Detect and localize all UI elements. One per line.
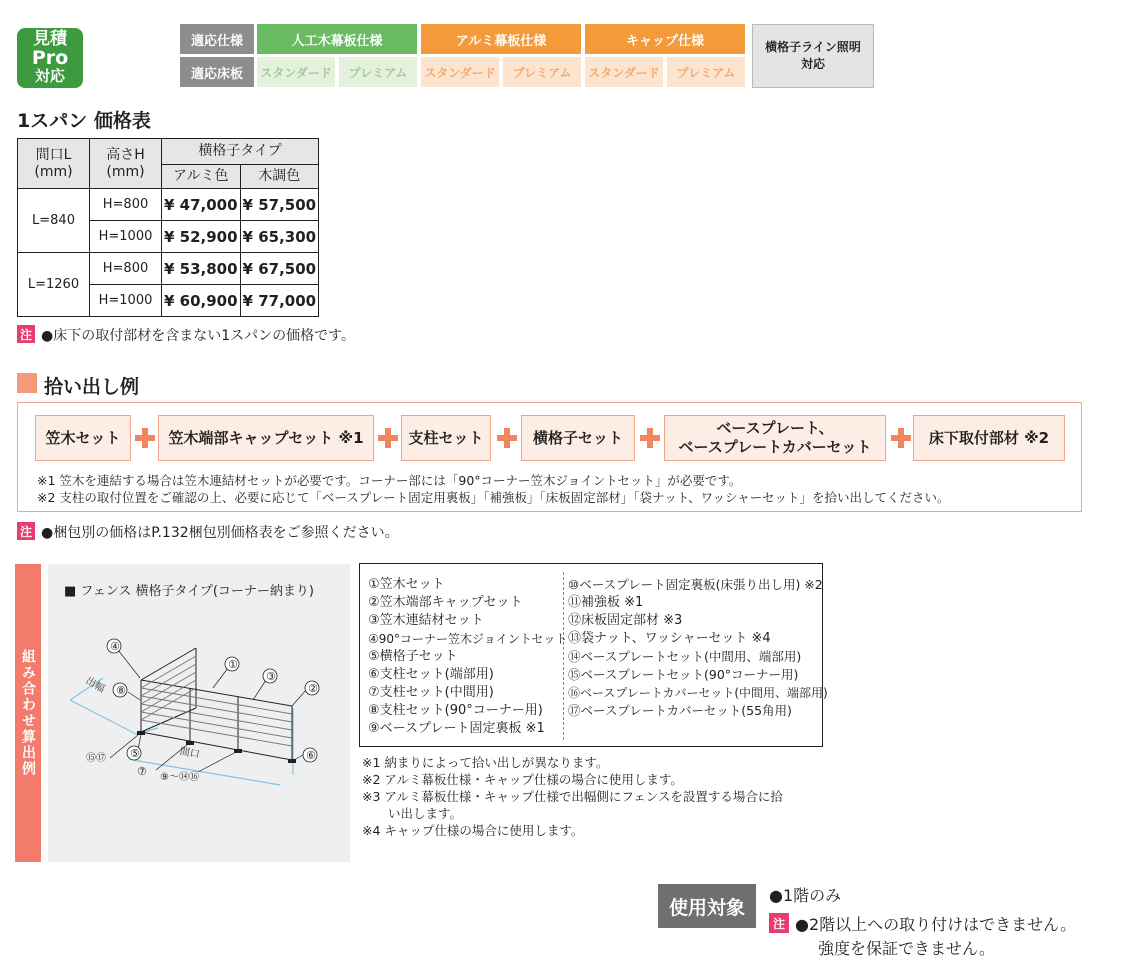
- price-alu: ¥ 52,900: [162, 221, 241, 253]
- pickup-item-kasagi: 笠木セット: [35, 415, 131, 461]
- col-width-unit: (mm): [34, 163, 73, 180]
- diagram-label: ③: [266, 670, 276, 683]
- pickup-note-1: ※1 笠木を連結する場合は笠木連結材セットが必要です。コーナー部には「90°コーナー笠木ジョイントセット」が必要です。: [37, 473, 742, 488]
- part-item: ⑩ベースプレート固定裏板(床張り出し用) ※2: [568, 577, 823, 592]
- spec-label: 適応仕様: [180, 24, 254, 54]
- diagram-label: ⑮⑰: [86, 753, 106, 764]
- badge-line2: Pro: [31, 47, 69, 69]
- part-item: ②笠木端部キャップセット: [368, 595, 523, 610]
- usage-label: 使用対象: [658, 884, 756, 928]
- package-note: ●梱包別の価格はP.132梱包別価格表をご参照ください。: [41, 525, 399, 541]
- plus-icon: [497, 428, 517, 448]
- price-alu: ¥ 53,800: [162, 253, 241, 285]
- height-cell: H=800: [90, 253, 162, 285]
- part-item: ①笠木セット: [368, 577, 445, 592]
- combination-side-label: 組み合わせ算出例: [15, 564, 41, 862]
- spec-cap: キャップ仕様: [585, 24, 745, 54]
- lighting-line1: 横格子ライン照明: [765, 40, 861, 54]
- price-note: ●床下の取付部材を含まない1スパンの価格です。: [41, 328, 356, 344]
- note-badge: 注: [769, 913, 789, 933]
- part-item: ⑬袋ナット、ワッシャーセット ※4: [568, 631, 771, 646]
- diagram-title: ■ フェンス 横格子タイプ(コーナー納まり): [64, 584, 315, 599]
- floor-premium: プレミアム: [339, 57, 417, 87]
- col-type-header: 横格子タイプ: [162, 139, 319, 165]
- col-width-label: 間口L: [35, 146, 72, 163]
- diagram-dimension-label: 出幅: [83, 675, 107, 695]
- part-item: ⑭ベースプレートセット(中間用、端部用): [568, 649, 802, 664]
- combination-note: い出します。: [388, 806, 463, 821]
- col-alu-header: アルミ色: [162, 165, 241, 189]
- spec-aluminum: アルミ幕板仕様: [421, 24, 581, 54]
- plus-icon: [640, 428, 660, 448]
- diagram-label: ⑨～⑭⑯: [160, 772, 199, 783]
- base-plate-line1: ベースプレート、: [716, 419, 834, 437]
- lighting-line2: 対応: [800, 57, 825, 71]
- col-height-header: [90, 139, 162, 189]
- part-item: ⑨ベースプレート固定裏板 ※1: [368, 721, 545, 736]
- diagram-label: ⑦: [137, 765, 147, 778]
- usage-warning-1: ●2階以上への取り付けはできません。: [795, 915, 1077, 934]
- diagram-dimension-label: 間口: [178, 746, 201, 761]
- part-item: ④90°コーナー笠木ジョイントセット: [368, 632, 568, 646]
- price-table-title: 1スパン 価格表: [17, 110, 151, 132]
- part-item: ⑦支柱セット(中間用): [368, 685, 494, 700]
- lighting-support-box: [752, 24, 874, 88]
- usage-first-floor: ●1階のみ: [769, 886, 842, 905]
- part-item: ⑫床板固定部材 ※3: [568, 613, 683, 628]
- floor-premium: プレミアム: [667, 57, 745, 87]
- part-item: ⑯ベースプレートカバーセット(中間用、端部用): [568, 686, 828, 700]
- combination-note: ※1 納まりによって拾い出しが異なります。: [362, 755, 609, 770]
- pickup-item-base-plate: [664, 415, 886, 461]
- note-badge: 注: [17, 522, 35, 540]
- price-wood: ¥ 57,500: [240, 189, 319, 221]
- floor-label: 適応床板: [180, 57, 254, 87]
- width-cell: L=840: [18, 189, 90, 253]
- combination-note: ※2 アルミ幕板仕様・キャップ仕様の場合に使用します。: [362, 772, 683, 787]
- floor-standard: スタンダード: [257, 57, 335, 87]
- width-cell: L=1260: [18, 253, 90, 317]
- floor-premium: プレミアム: [503, 57, 581, 87]
- spec-artificial-wood: 人工木幕板仕様: [257, 24, 417, 54]
- col-wood-header: 木調色: [240, 165, 319, 189]
- diagram-label: ②: [308, 682, 318, 695]
- pickup-title: 拾い出し例: [44, 376, 140, 398]
- col-height-label: 高さH: [106, 146, 145, 163]
- part-item: ⑧支柱セット(90°コーナー用): [368, 703, 543, 718]
- col-height-unit: (mm): [106, 163, 145, 180]
- part-item: ⑰ベースプレートカバーセット(55角用): [568, 703, 792, 718]
- diagram-label: ④: [110, 640, 120, 653]
- price-wood: ¥ 65,300: [240, 221, 319, 253]
- part-item: ③笠木連結材セット: [368, 613, 484, 628]
- plus-icon: [378, 428, 398, 448]
- mitsumori-pro-badge: [17, 28, 83, 88]
- usage-warning-2: 強度を保証できません。: [818, 939, 995, 958]
- parts-divider: [563, 572, 564, 740]
- height-cell: H=1000: [90, 221, 162, 253]
- badge-line1: 見積: [33, 29, 67, 49]
- diagram-label: ①: [228, 658, 238, 671]
- part-item: ⑪補強板 ※1: [568, 595, 644, 610]
- diagram-label: ⑥: [306, 749, 316, 762]
- pickup-note-2: ※2 支柱の取付位置をご確認の上、必要に応じて「ベースプレート固定用裏板」「補強板」「床板固定部材」「袋ナット、ワッシャーセット」を拾い出してください。: [37, 490, 950, 505]
- combination-note: ※3 アルミ幕板仕様・キャップ仕様で出幅側にフェンスを設置する場合に拾: [362, 789, 783, 804]
- price-wood: ¥ 77,000: [240, 285, 319, 317]
- pickup-item-underfloor: 床下取付部材 ※2: [913, 415, 1065, 461]
- height-cell: H=1000: [90, 285, 162, 317]
- pickup-item-lattice: 横格子セット: [521, 415, 635, 461]
- diagram-label: ⑧: [116, 684, 126, 697]
- fence-corner-diagram: [48, 600, 350, 800]
- combination-note: ※4 キャップ仕様の場合に使用します。: [362, 823, 584, 838]
- plus-icon: [135, 428, 155, 448]
- pickup-item-post: 支柱セット: [401, 415, 491, 461]
- floor-standard: スタンダード: [421, 57, 499, 87]
- price-alu: ¥ 60,900: [162, 285, 241, 317]
- price-table: [17, 138, 319, 317]
- col-width-header: [18, 139, 90, 189]
- diagram-label: ⑤: [130, 747, 140, 760]
- pickup-item-end-cap: 笠木端部キャップセット ※1: [158, 415, 374, 461]
- plus-icon: [891, 428, 911, 448]
- note-badge: 注: [17, 325, 35, 343]
- price-wood: ¥ 67,500: [240, 253, 319, 285]
- base-plate-line2: ベースプレートカバーセット: [678, 438, 872, 456]
- part-item: ⑮ベースプレートセット(90°コーナー用): [568, 667, 799, 682]
- floor-standard: スタンダード: [585, 57, 663, 87]
- height-cell: H=800: [90, 189, 162, 221]
- section-marker: [17, 373, 37, 393]
- part-item: ⑥支柱セット(端部用): [368, 667, 494, 682]
- part-item: ⑤横格子セット: [368, 649, 458, 664]
- price-alu: ¥ 47,000: [162, 189, 241, 221]
- badge-line3: 対応: [34, 67, 65, 85]
